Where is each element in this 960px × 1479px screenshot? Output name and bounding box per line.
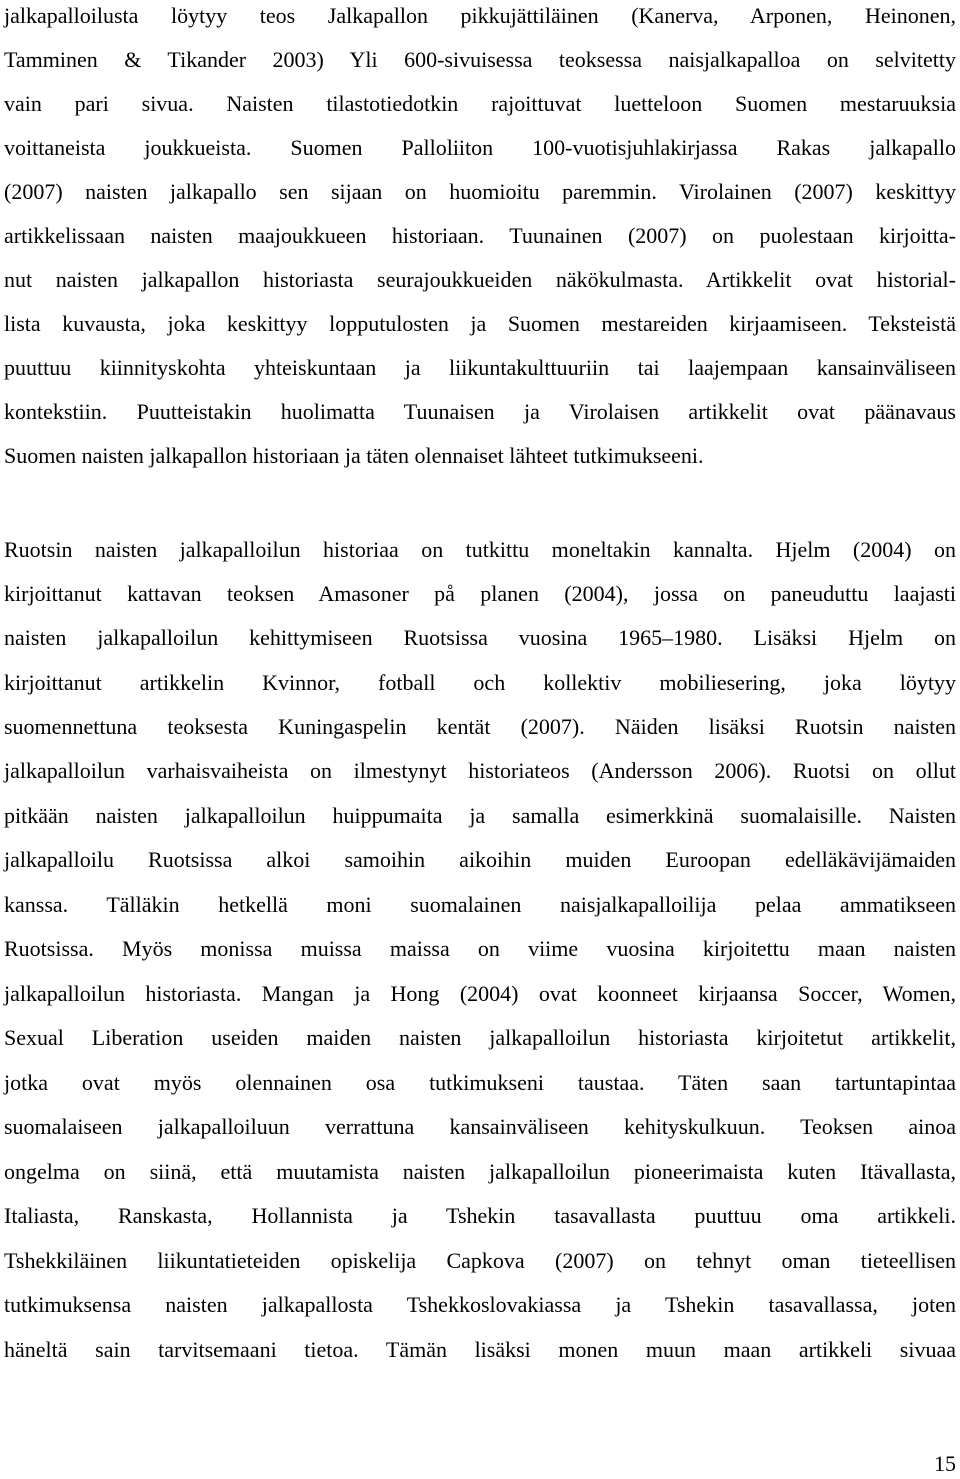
text-line: suomalaiseen jalkapalloiluun verrattuna kansainväliseen kehityskulkuun. Teoksen ainoa — [4, 1114, 956, 1139]
text-line: kanssa. Tälläkin hetkellä moni suomalainen naisjalkapalloilija pelaa ammatikseen — [4, 892, 956, 917]
text-line: puuttuu kiinnityskohta yhteiskuntaan ja liikuntakulttuuriin tai laajempaan kansainväliseen — [4, 355, 956, 380]
text-line: naisten jalkapalloilun kehittymiseen Ruotsissa vuosina 1965–1980. Lisäksi Hjelm on — [4, 625, 956, 650]
text-line: jalkapalloilun varhaisvaiheista on ilmestynyt historiateos (Andersson 2006). Ruotsi on ollut — [4, 758, 956, 783]
text-line: pitkään naisten jalkapalloilun huippumaita ja samalla esimerkkinä suomalaisille. Naisten — [4, 803, 956, 828]
text-line: Ruotsissa. Myös monissa muissa maissa on viime vuosina kirjoitettu maan naisten — [4, 936, 956, 961]
text-line: voittaneista joukkueista. Suomen Palloliiton 100-vuotisjuhlakirjassa Rakas jalkapallo — [4, 135, 956, 160]
text-line: kirjoittanut artikkelin Kvinnor, fotball och kollektiv mobiliesering, joka löytyy — [4, 670, 956, 695]
text-line: häneltä sain tarvitsemaani tietoa. Tämän lisäksi monen muun maan artikkeli sivuaa — [4, 1337, 956, 1362]
text-line: Tshekkiläinen liikuntatieteiden opiskelija Capkova (2007) on tehnyt oman tieteellisen — [4, 1248, 956, 1273]
text-line: kirjoittanut kattavan teoksen Amasoner på planen (2004), jossa on paneuduttu laajasti — [4, 581, 956, 606]
text-line: ongelma on siinä, että muutamista naisten jalkapalloilun pioneerimaista kuten Itävallasta, — [4, 1159, 956, 1184]
text-line: lista kuvausta, joka keskittyy lopputulosten ja Suomen mestareiden kirjaamiseen. Teksteistä — [4, 311, 956, 336]
text-line: jalkapalloilusta löytyy teos Jalkapallon pikkujättiläinen (Kanerva, Arponen, Heinonen, — [4, 3, 956, 28]
text-line: tutkimuksensa naisten jalkapallosta Tshekkoslovakiassa ja Tshekin tasavallassa, joten — [4, 1292, 956, 1317]
text-line: jotka ovat myös olennainen osa tutkimukseni taustaa. Täten saan tartuntapintaa — [4, 1070, 956, 1095]
text-line: Suomen naisten jalkapallon historiaan ja täten olennaiset lähteet tutkimukseeni. — [4, 443, 704, 468]
text-line: nut naisten jalkapallon historiasta seurajoukkueiden näkökulmasta. Artikkelit ovat historial- — [4, 267, 956, 292]
text-line: jalkapalloilun historiasta. Mangan ja Hong (2004) ovat koonneet kirjaansa Soccer, Women, — [4, 981, 956, 1006]
text-line: Tamminen & Tikander 2003) Yli 600-sivuisessa teoksessa naisjalkapalloa on selvitetty — [4, 47, 956, 72]
text-line: artikkelissaan naisten maajoukkueen historiaan. Tuunainen (2007) on puolestaan kirjoitta- — [4, 223, 956, 248]
text-line: (2007) naisten jalkapallo sen sijaan on huomioitu paremmin. Virolainen (2007) keskittyy — [4, 179, 956, 204]
text-line: Sexual Liberation useiden maiden naisten jalkapalloilun historiasta kirjoitetut artikkelit, — [4, 1025, 956, 1050]
text-line: suomennettuna teoksesta Kuningaspelin kentät (2007). Näiden lisäksi Ruotsin naisten — [4, 714, 956, 739]
text-line: jalkapalloilu Ruotsissa alkoi samoihin aikoihin muiden Euroopan edelläkävijämaiden — [4, 847, 956, 872]
text-line: Ruotsin naisten jalkapalloilun historiaa on tutkittu moneltakin kannalta. Hjelm (2004) on — [4, 537, 956, 562]
text-line: Italiasta, Ranskasta, Hollannista ja Tshekin tasavallasta puuttuu oma artikkeli. — [4, 1203, 956, 1228]
text-line: vain pari sivua. Naisten tilastotiedotkin rajoittuvat luetteloon Suomen mestaruuksia — [4, 91, 956, 116]
page-number: 15 — [934, 1451, 956, 1476]
text-line: kontekstiin. Puutteistakin huolimatta Tuunaisen ja Virolaisen artikkelit ovat päänavaus — [4, 399, 956, 424]
